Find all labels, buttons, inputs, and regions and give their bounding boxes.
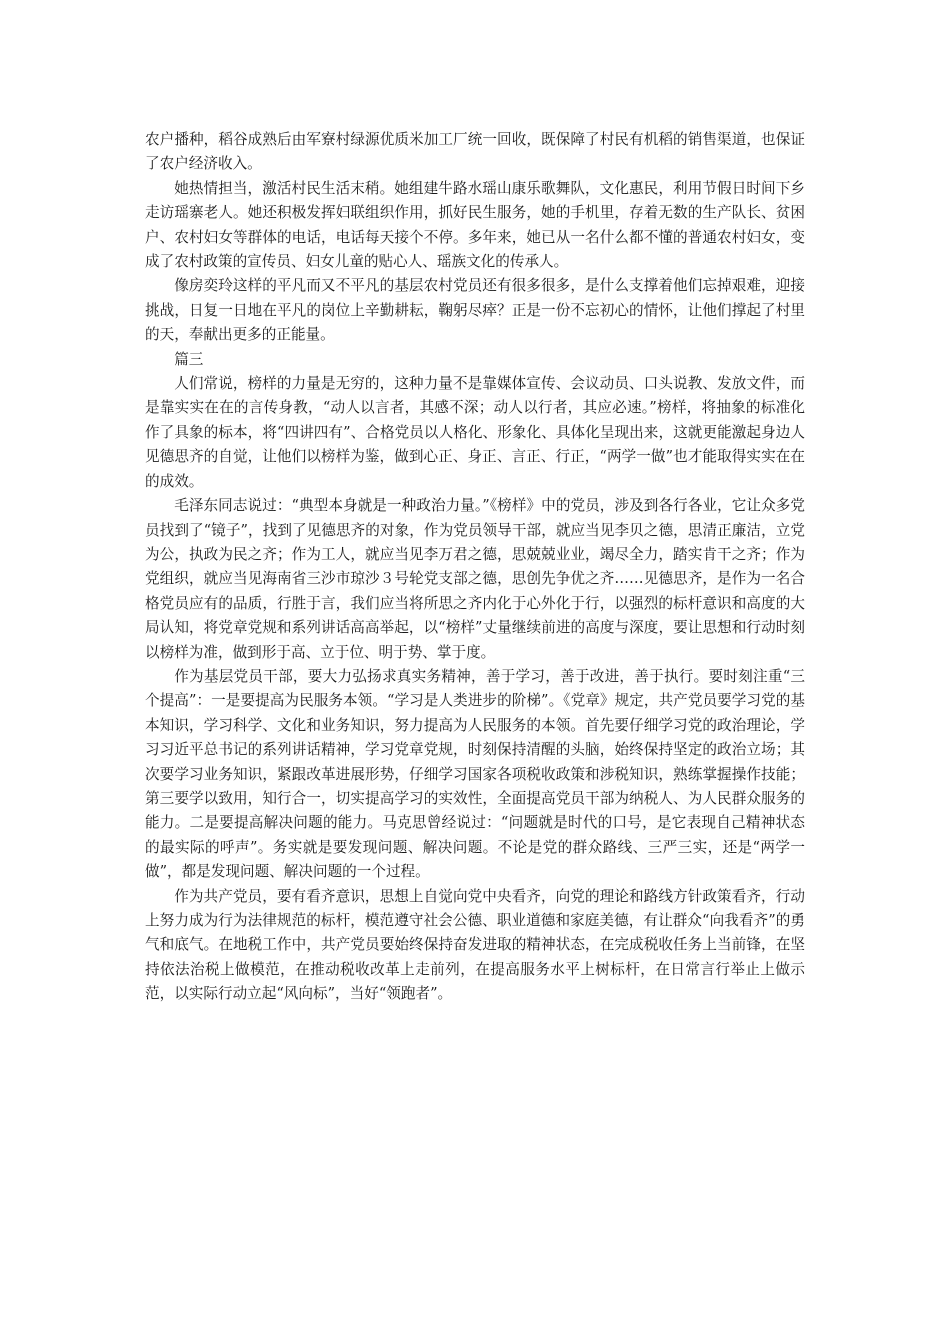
paragraph-1: 农户播种，稻谷成熟后由军寮村绿源优质米加工厂统一回收，既保障了村民有机稻的销售渠道，也保证了农户经济收入。 (145, 131, 805, 173)
paragraph-4: 人们常说，榜样的力量是无穷的，这种力量不是靠媒体宣传、会议动员、口头说教、发放文件，而是靠实实在在的言传身教，“动人以言者，其感不深；动人以行者，其应必速。”榜样，将抽象的标准化作了具象的标本，将“四讲四有”、合格党员以人格化、形象化、具体化呈现出来，这就更能激起身边人见德思齐的自觉，让他们以榜样为鉴，做到心正、身正、言正、行正，“两学一做”也才能取得实实在在的成效。 (145, 375, 805, 490)
document-body (145, 128, 805, 1007)
paragraph-7: 作为共产党员，要有看齐意识，思想上自觉向党中央看齐，向党的理论和路线方针政策看齐，行动上努力成为行为法律规范的标杆，模范遵守社会公德、职业道德和家庭美德，有让群众“向我看齐”的勇气和底气。在地税工作中，共产党员要始终保持奋发进取的精神状态，在完成税收任务上当前锋，在坚持依法治税上做模范，在推动税收改革上走前列，在提高服务水平上树标杆，在日常言行举止上做示范，以实际行动立起“风向标”，当好“领跑者”。 (145, 887, 805, 1003)
paragraph-2: 她热情担当，激活村民生活末稍。她组建牛路水瑶山康乐歌舞队，文化惠民，利用节假日时间下乡走访瑶寨老人。她还积极发挥妇联组织作用，抓好民生服务，她的手机里，存着无数的生产队长、贫困户、农村妇女等群体的电话，电话每天接个不停。多年来，她已从一名什么都不懂的普通农村妇女，变成了农村政策的宣传员、妇女儿童的贴心人、瑶族文化的传承人。 (145, 179, 805, 271)
paragraph-5: 毛泽东同志说过：“典型本身就是一种政治力量。”《榜样》中的党员，涉及到各行各业，它让众多党员找到了“镜子”，找到了见德思齐的对象，作为党员领导干部，就应当见李贝之德，思清正廉洁，立党为公，执政为民之齐；作为工人，就应当见李万君之德，思兢兢业业，竭尽全力，踏实肯干之齐；作为党组织，就应当见海南省三沙市琼沙３号轮党支部之德，思创先争优之齐……见德思齐，是作为一名合格党员应有的品质，行胜于言，我们应当将所思之齐内化于心外化于行，以强烈的标杆意识和高度的大局认知，将党章党规和系列讲话高高举起，以“榜样”丈量继续前进的高度与深度，要让思想和行动时刻以榜样为准，做到形于高、立于位、明于势、掌于度。 (145, 497, 805, 661)
paragraph-6: 作为基层党员干部，要大力弘扬求真实务精神，善于学习，善于改进，善于执行。要时刻注重“三个提高”：一是要提高为民服务本领。“学习是人类进步的阶梯”。《党章》规定，共产党员要学习党的基本知识，学习科学、文化和业务知识，努力提高为人民服务的本领。首先要仔细学习党的政治理论，学习习近平总书记的系列讲话精神，学习党章党规，时刻保持清醒的头脑，始终保持坚定的政治立场；其次要学习业务知识，紧跟改革进展形势，仔细学习国家各项税收政策和涉税知识，熟练掌握操作技能；第三要学以致用，知行合一，切实提高学习的实效性，全面提高党员干部为纳税人、为人民群众服务的能力。二是要提高解决问题的能力。马克思曾经说过：“问题就是时代的口号，是它表现自己精神状态的最实际的呼声”。务实就是要发现问题、解决问题。不论是党的群众路线、三严三实，还是“两学一做”，都是发现问题、解决问题的一个过程。 (145, 667, 805, 881)
section-heading: 篇三 (174, 350, 204, 368)
paragraph-3: 像房奕玲这样的平凡而又不平凡的基层农村党员还有很多很多，是什么支撑着他们忘掉艰难，迎接挑战，日复一日地在平凡的岗位上辛勤耕耘，鞠躬尽瘁？正是一份不忘初心的情怀，让他们撑起了村里的天，奉献出更多的正能量。 (145, 277, 805, 344)
